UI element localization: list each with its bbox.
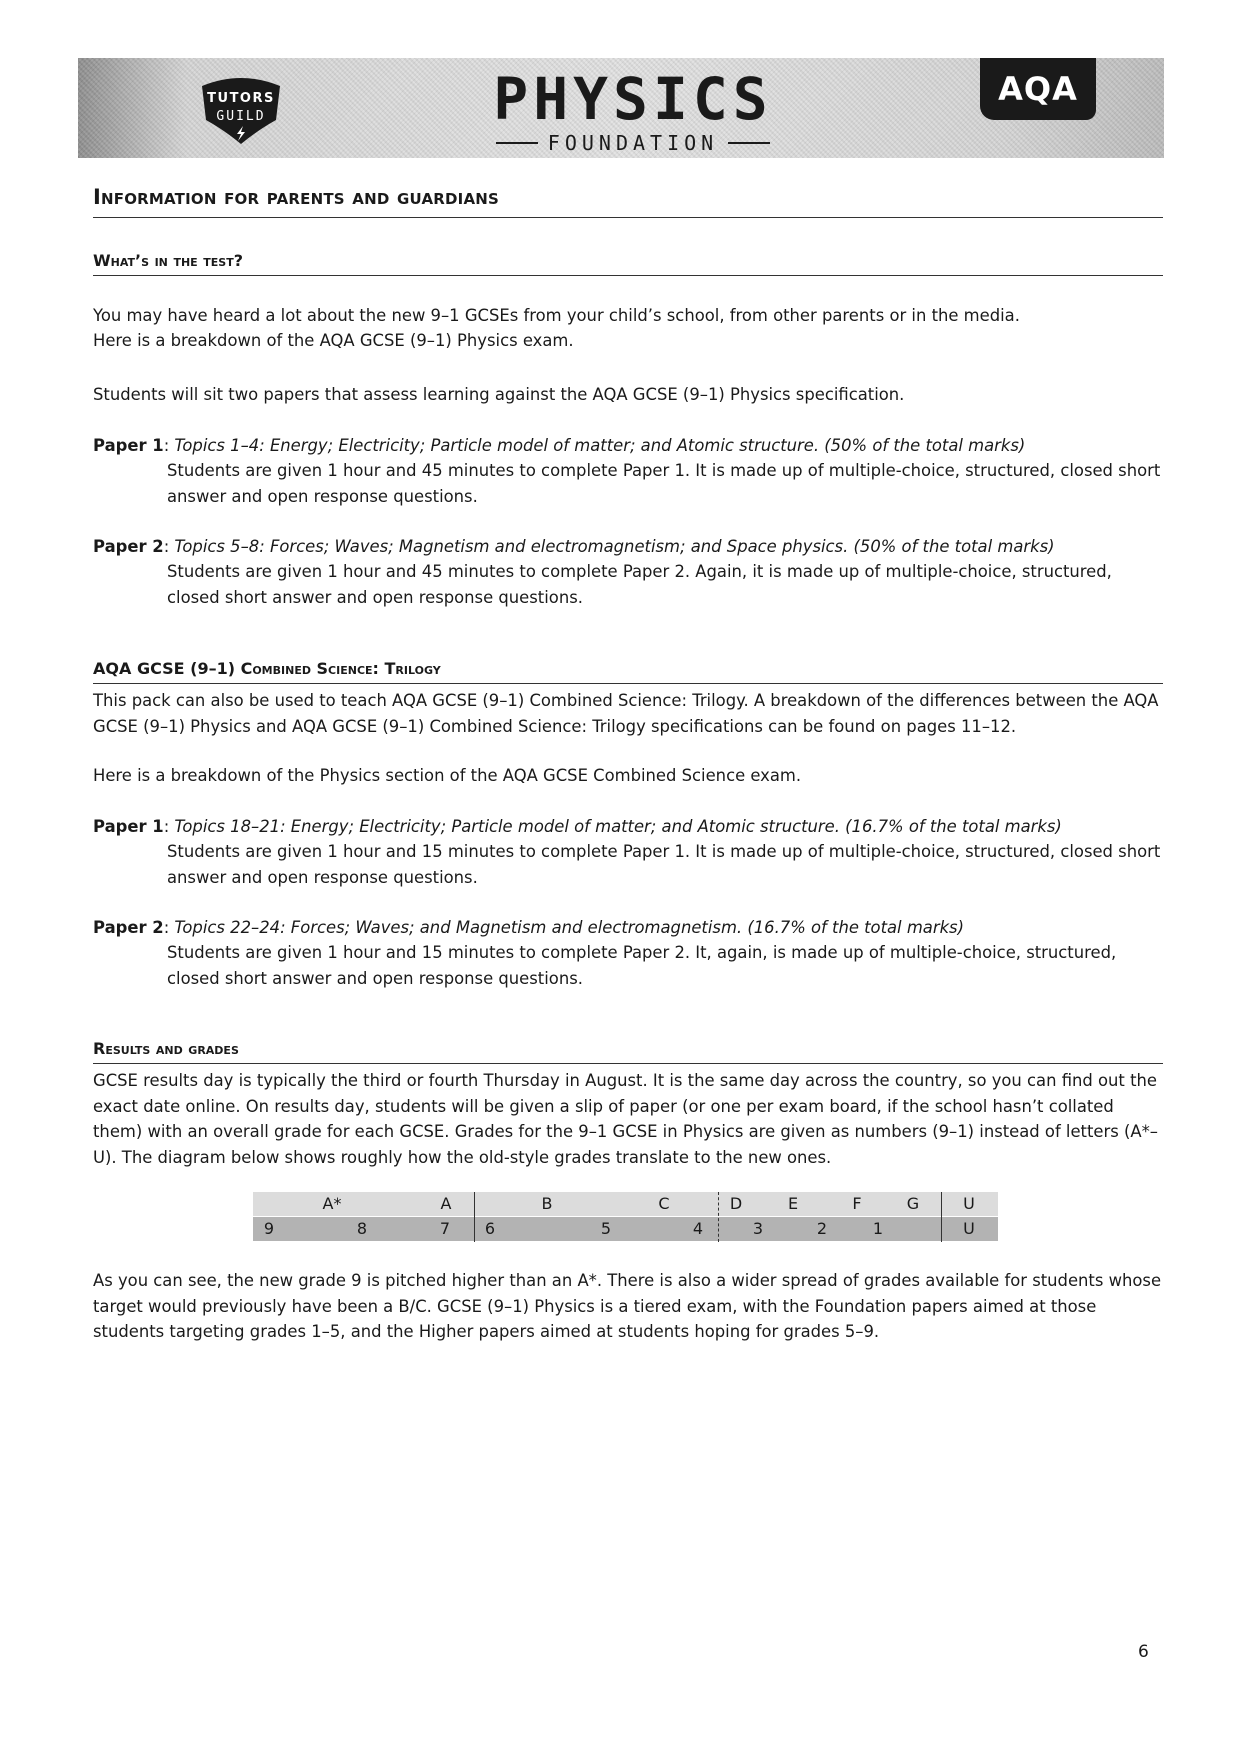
old-grade-cell: E: [787, 1194, 799, 1213]
page-number: 6: [1138, 1642, 1149, 1662]
new-grade-cell: 4: [692, 1219, 704, 1238]
trilogy-paper1-topics: Topics 18–21: Energy; Electricity; Particle model of matter; and Atomic structure. (16.7% of the total marks): [174, 817, 1062, 836]
new-grade-cell: 5: [600, 1219, 612, 1238]
new-grade-cell: 1: [872, 1219, 884, 1238]
grade-divider: [474, 1192, 475, 1242]
paper1-label: Paper 1: [93, 436, 164, 455]
grade-divider-dashed: [718, 1192, 719, 1242]
new-grade-cell: U: [963, 1219, 975, 1238]
subtitle-text: FOUNDATION: [547, 131, 719, 155]
old-grade-cell: G: [906, 1194, 920, 1213]
new-grade-cell: 9: [263, 1219, 275, 1238]
paper1-heading: Paper 1: Topics 1–4: Energy; Electricity; Particle model of matter; and Atomic structure. (50% of the total marks): [93, 436, 1026, 455]
paper1-desc: Students are given 1 hour and 45 minutes to complete Paper 1. It is made up of multiple-choice, structured, closed short answer and open response questions.: [167, 461, 1161, 506]
section-heading-test: What’s in the test?: [93, 251, 1163, 276]
paper2-heading: Paper 2: Topics 5–8: Forces; Waves; Magnetism and electromagnetism; and Space physics. (50% of the total marks): [93, 537, 1055, 556]
intro-line1: You may have heard a lot about the new 9–1 GCSEs from your child’s school, from other parents or in the media.: [93, 306, 1020, 325]
old-grade-cell: D: [729, 1194, 743, 1213]
papers-intro: Students will sit two papers that assess learning against the AQA GCSE (9–1) Physics specification.: [93, 385, 905, 404]
paper2-label: Paper 2: [93, 537, 164, 556]
trilogy-breakdown: Here is a breakdown of the Physics section of the AQA GCSE Combined Science exam.: [93, 766, 802, 785]
page-subtitle: [478, 132, 788, 154]
new-grade-cell: 3: [752, 1219, 764, 1238]
main-heading: Information for parents and guardians: [93, 185, 1163, 218]
grade-comparison-table: [253, 1192, 998, 1242]
trilogy-paper2-heading: Paper 2: Topics 22–24: Forces; Waves; and Magnetism and electromagnetism. (16.7% of the total marks): [93, 918, 964, 937]
subtitle-dash-right: [728, 142, 770, 144]
tutors-guild-logo: [196, 72, 286, 146]
results-intro: GCSE results day is typically the third or fourth Thursday in August. It is the same day across the country, so you can find out the exact date online. On results day, students will be given a slip of paper (or one per exam board, if the school hasn’t collated them) with an overall grade for each GCSE. Grades for the 9–1 GCSE in Physics are given as numbers (9–1) instead of letters (A*–U). The diagram below shows roughly how the old-style grades translate to the new ones.: [93, 1071, 1158, 1167]
new-grades-row: [253, 1217, 998, 1241]
paper1-topics: Topics 1–4: Energy; Electricity; Particle model of matter; and Atomic structure. (50% of the total marks): [174, 436, 1026, 455]
title-block: [478, 65, 788, 155]
trilogy-paper2-desc: Students are given 1 hour and 15 minutes to complete Paper 2. It, again, is made up of multiple-choice, structured, closed short answer and open response questions.: [167, 943, 1117, 988]
trilogy-paper2-label: Paper 2: [93, 918, 164, 937]
old-grade-cell: U: [963, 1194, 975, 1213]
subtitle-dash-left: [496, 142, 538, 144]
old-grades-row: [253, 1192, 998, 1216]
grade-divider: [941, 1192, 942, 1242]
new-grade-cell: 6: [484, 1219, 496, 1238]
results-outro: As you can see, the new grade 9 is pitched higher than an A*. There is also a wider spread of grades available for students whose target would previously have been a B/C. GCSE (9–1) Physics is a tiered exam, with the Foundation papers aimed at those students targeting grades 1–5, and the Higher papers aimed at students hoping for grades 5–9.: [93, 1271, 1162, 1341]
trilogy-intro: This pack can also be used to teach AQA GCSE (9–1) Combined Science: Trilogy. A breakdown of the differences between the AQA GCSE (9–1) Physics and AQA GCSE (9–1) Combined Science: Trilogy specifications can be found on pages 11–12.: [93, 691, 1159, 736]
trilogy-paper1-desc: Students are given 1 hour and 15 minutes to complete Paper 1. It is made up of multiple-choice, structured, closed short answer and open response questions.: [167, 842, 1161, 887]
old-grade-cell: F: [852, 1194, 862, 1213]
board-badge: AQA: [980, 58, 1096, 120]
logo-line2: GUILD: [216, 109, 266, 124]
old-grade-cell: C: [658, 1194, 670, 1213]
new-grade-cell: 8: [356, 1219, 368, 1238]
logo-line1: TUTORS: [207, 91, 275, 106]
intro-line2: Here is a breakdown of the AQA GCSE (9–1) Physics exam.: [93, 331, 574, 350]
new-grade-cell: 2: [816, 1219, 828, 1238]
paper2-desc: Students are given 1 hour and 45 minutes to complete Paper 2. Again, it is made up of multiple-choice, structured, closed short answer and open response questions.: [167, 562, 1112, 607]
old-grade-cell: A: [440, 1194, 452, 1213]
paper2-topics: Topics 5–8: Forces; Waves; Magnetism and electromagnetism; and Space physics. (50% of the total marks): [174, 537, 1055, 556]
section-heading-results: Results and grades: [93, 1039, 1163, 1064]
old-grade-cell: A*: [322, 1194, 342, 1213]
header-banner: [78, 58, 1164, 158]
new-grade-cell: 7: [439, 1219, 451, 1238]
section-heading-trilogy: AQA GCSE (9–1) Combined Science: Trilogy: [93, 659, 1163, 684]
trilogy-paper1-label: Paper 1: [93, 817, 164, 836]
trilogy-paper1-heading: Paper 1: Topics 18–21: Energy; Electricity; Particle model of matter; and Atomic structure. (16.7% of the total marks): [93, 817, 1062, 836]
page-title: PHYSICS: [493, 65, 773, 133]
trilogy-paper2-topics: Topics 22–24: Forces; Waves; and Magnetism and electromagnetism. (16.7% of the total marks): [174, 918, 964, 937]
old-grade-cell: B: [541, 1194, 553, 1213]
